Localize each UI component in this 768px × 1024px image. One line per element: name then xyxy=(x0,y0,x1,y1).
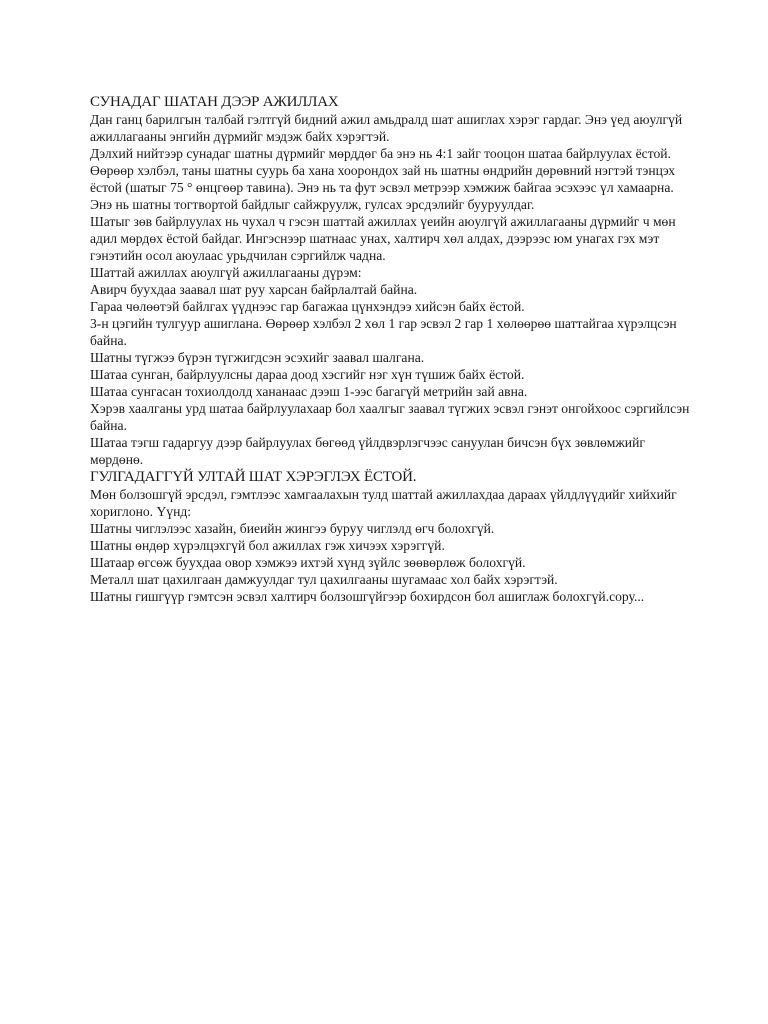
list-item: Шатны өндөр хүрэлцэхгүй бол ажиллах гэж хичээх хэрэггүй. xyxy=(90,538,445,553)
list-item: Шатны гишгүүр гэмтсэн эсвэл халтирч болзошгүйгээр бохирдсон бол ашиглаж болохгүй.сору... xyxy=(90,589,645,604)
list-item: Шатаа сунган, байрлуулсны дараа доод хэсгийг нэг хүн түшиж байх ёстой. xyxy=(90,367,525,382)
list-item: Шатаар өгсөж буухдаа овор хэмжээ ихтэй хүнд зүйлс зөөвөрлөж болохгүй. xyxy=(90,555,526,570)
list-item: Авирч буухдаа заавал шат руу харсан байрлалтай байна. xyxy=(90,282,418,297)
list-item: Шатаа тэгш гадаргуу дээр байрлуулах бөгөөд үйлдвэрлэгчээс сануулан бичсэн бүх зөвлөмжийг мөрдөнө. xyxy=(90,435,645,467)
list-item: Гараа чөлөөтэй байлгах үүднээс гар багажаа цүнхэндээ хийсэн байх ёстой. xyxy=(90,299,525,314)
list-item: Шатаа сунгасан тохиолдолд хананаас дээш 1-ээс багагүй метрийн зай авна. xyxy=(90,384,528,399)
list-item: Металл шат цахилгаан дамжуулдаг тул цахилгааны шугамаас хол байх хэрэгтэй. xyxy=(90,572,558,587)
list-item: 3-н цэгийн тулгуур ашиглана. Өөрөөр хэлбэл 2 хөл 1 гар эсвэл 2 гар 1 хөлөөрөө шаттайгаа хүрэлцсэн байна. xyxy=(90,316,677,348)
list-item: Хэрэв хаалганы урд шатаа байрлуулахаар бол хаалгыг заавал түгжих эсвэл гэнэт онгойхоос сэргийлсэн байна. xyxy=(90,401,690,433)
list-item: Шатны түгжээ бүрэн түгжигдсэн эсэхийг заавал шалгана. xyxy=(90,350,425,365)
section-heading: СУНАДАГ ШАТАН ДЭЭР АЖИЛЛАХ xyxy=(90,94,339,110)
paragraph: Дэлхий нийтээр сунадаг шатны дүрмийг мөрддөг ба энэ нь 4:1 зайг тооцон шатаа байрлуулах ёстой. Өөрөөр хэлбэл, таны шатны суурь ба хана хоорондох зай нь шатны өндрийн дөрөвний нэгтэй тэнцэх ёстой (шатыг 75 ° өнцгөөр тавина). Энэ нь та фут эсвэл метрээр хэмжиж байгаа эсэхээс үл хамаарна. Энэ нь шатны тогтвортой байдлыг сайжруулж, гулсах эрсдэлийг бууруулдаг. xyxy=(90,146,676,212)
paragraph: Шаттай ажиллах аюулгүй ажиллагааны дүрэм: xyxy=(90,265,362,280)
paragraph: Мөн болзошгүй эрсдэл, гэмтлээс хамгаалахын тулд шаттай ажиллахдаа дараах үйлдлүүдийг хийхийг хориглоно. Үүнд: xyxy=(90,487,677,519)
section-heading: ГУЛГАДАГГҮЙ УЛТАЙ ШАТ ХЭРЭГЛЭХ ЁСТОЙ. xyxy=(90,469,417,485)
document-body xyxy=(90,93,690,605)
list-item: Шатны чиглэлээс хазайн, биеийн жингээ буруу чиглэлд өгч болохгүй. xyxy=(90,521,495,536)
paragraph: Шатыг зөв байрлуулах нь чухал ч гэсэн шаттай ажиллах үеийн аюулгүй ажиллагааны дүрмийг ч мөн адил мөрдөх ёстой байдаг. Ингэснээр шатнаас унах, халтирч хөл алдах, дээрээс юм унагах гэх мэт гэнэтийн осол аюулаас урьдчилан сэргийлж чадна. xyxy=(90,214,676,263)
paragraph: Дан ганц барилгын талбай гэлтгүй бидний ажил амьдралд шат ашиглах хэрэг гардаг. Энэ үед аюулгүй ажиллагааны энгийн дүрмийг мэдэж байх хэрэгтэй. xyxy=(90,112,683,144)
